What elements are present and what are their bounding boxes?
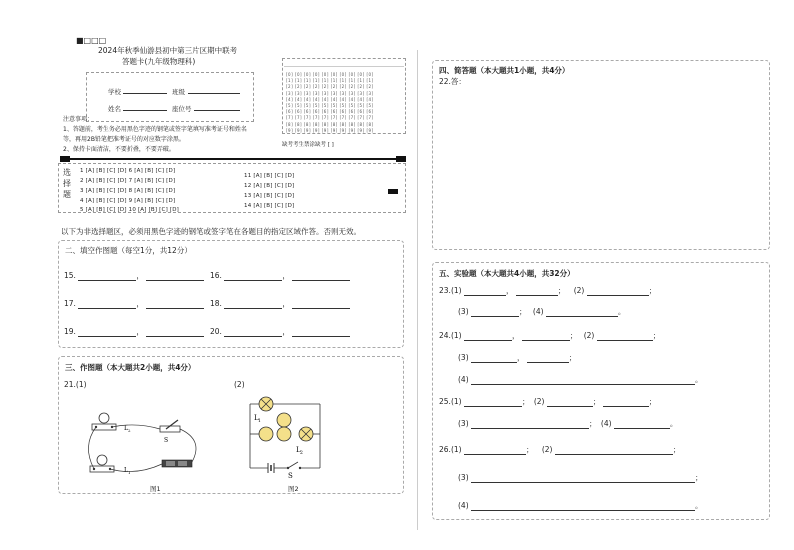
q17-number: 17. [64,299,76,308]
q17-row [64,298,204,309]
mc-label-2: 择 [63,179,71,188]
q25-part-2: (2) [533,397,545,406]
q26-part-2: (2) [541,445,553,454]
name-field[interactable] [123,103,167,111]
q25-blank-1[interactable] [464,399,522,407]
q24-sep: ； [568,353,577,362]
q19-comma: ， [136,327,144,336]
section-2-title: 二、填空作图题（每空1分，共12分） [65,246,192,255]
absent-label: 缺考考生禁涂缺考 [ ] [282,142,334,148]
q24-blank-4[interactable] [471,355,517,363]
mc-row[interactable]: 14 [A] [B] [C] [D] [244,203,295,209]
exam-number-row[interactable]: [0] [0] [0] [0] [0] [0] [0] [0] [0] [0] [286,72,374,77]
q23-blank-4[interactable] [471,309,519,317]
section-3-title: 三、作图题（本大题共2小题，共4分） [65,363,196,372]
timing-mark-right [396,156,406,162]
q24-sep: ； [652,331,661,340]
q24-part-2: (2) [583,331,595,340]
wire [180,429,196,462]
q24-part-4: (4) [458,375,469,384]
blank-circle [277,427,291,441]
switch-blade [288,462,298,468]
q23-sep: ； [648,286,657,295]
q23-end: 。 [617,307,626,316]
bulb-l2-icon [99,413,109,423]
q26-end: 。 [695,501,703,510]
q24-end: 。 [695,375,703,384]
q23-row-1 [439,285,656,296]
q25-sep: ； [648,397,657,406]
card-subtitle: 答题卡(九年级物理科) [122,57,196,66]
label-l2: L [296,446,301,454]
info-box [86,72,254,122]
q24-sep: ， [517,353,525,362]
label-l2: L [124,425,128,432]
q23-blank-5[interactable] [546,309,618,317]
timing-mark-mc [388,189,398,194]
q15-blank-2[interactable] [146,273,204,281]
q25-sep: ； [589,419,597,428]
q24-row-3 [458,374,703,385]
q26-sep: ； [672,445,681,454]
q23-sep: ； [557,286,566,295]
q16-blank-1[interactable] [224,273,282,281]
seat-label: 座位号 [172,105,192,113]
q25-sep: ； [592,397,601,406]
q25-number: 25. [439,397,451,406]
wire [112,425,160,429]
q17-blank-1[interactable] [78,301,136,309]
battery-cell [166,461,175,466]
q17-blank-2[interactable] [146,301,204,309]
q15-blank-1[interactable] [78,273,136,281]
q23-blank-3[interactable] [587,288,649,296]
exam-number-row[interactable]: [7] [7] [7] [7] [7] [7] [7] [7] [7] [7] [286,115,374,121]
name-label: 姓名 [108,105,121,113]
q25-sep: ； [521,397,530,406]
q23-blank-1[interactable] [464,288,506,296]
column-divider [417,50,418,530]
q26-part-1: (1) [450,445,462,454]
q24-number: 24. [439,331,451,340]
q25-row-2 [458,418,677,429]
q24-row-1 [439,330,660,341]
wire [110,464,162,472]
seat-field[interactable] [194,103,240,111]
mc-row[interactable]: 3 [A] [B] [C] [D] 8 [A] [B] [C] [D] [80,188,176,194]
mc-row[interactable]: 2 [A] [B] [C] [D] 7 [A] [B] [C] [D] [80,178,176,184]
q24-part-3: (3) [458,353,469,362]
q21-part2-label: (2) [234,380,245,389]
q24-blank-6[interactable] [471,377,695,385]
label-s: S [288,472,293,478]
q26-blank-4[interactable] [471,503,695,511]
q26-blank-3[interactable] [471,475,695,483]
q25-blank-5[interactable] [614,421,670,429]
q23-part-2: (2) [573,286,585,295]
q24-sep: ， [511,331,520,340]
exam-number-row[interactable]: [2] [2] [2] [2] [2] [2] [2] [2] [2] [2] [286,84,374,90]
q23-sep: ； [519,307,527,316]
label-l2-sub: 2 [300,451,303,456]
label-l1-sub: 1 [258,419,261,424]
switch-contact [299,467,301,469]
q20-blank-1[interactable] [224,329,282,337]
label-s: S [164,437,169,444]
q19-row [64,326,204,337]
note-2: 2、保持卡面清洁，不要折叠，不要弄破。 [63,146,175,153]
note-1: 1、答题前，考生务必用黑色字迹的钢笔或签字笔填写准考证号和姓名 [63,126,247,133]
q24-row-2 [458,352,576,363]
q22-label: 22.答： [439,77,466,86]
q26-blank-1[interactable] [464,447,526,455]
exam-title: 2024年秋季仙游县初中第三片区期中联考 [98,46,238,55]
q25-end: 。 [669,419,678,428]
exam-number-row[interactable]: [5] [5] [5] [5] [5] [5] [5] [5] [5] [5] [286,103,374,108]
exam-number-row[interactable]: [8] [8] [8] [8] [8] [8] [8] [8] [8] [8] [286,121,374,127]
q20-row [210,326,350,337]
wire [88,427,96,469]
q16-row [210,270,350,281]
section-5-title: 五、实验题（本大题共4小题，共32分） [439,269,575,278]
q25-row-1 [439,396,656,407]
exam-number-header [284,60,404,67]
q26-number: 26. [439,445,451,454]
q23-sep: ， [505,286,514,295]
divider-bar [70,158,398,160]
q18-row [210,298,350,309]
q16-number: 16. [210,271,222,280]
q15-number: 15. [64,271,76,280]
exam-number-row[interactable]: [4] [4] [4] [4] [4] [4] [4] [4] [4] [4] [286,96,374,102]
q20-blank-2[interactable] [292,329,350,337]
header-boxes: ■□□□ [76,36,107,45]
class-label: 班级 [172,88,185,96]
q25-blank-4[interactable] [471,421,589,429]
mc-label-1: 选 [63,168,71,177]
q23-row-2 [458,306,625,317]
mc-row[interactable]: 13 [A] [B] [C] [D] [244,193,295,199]
q15-comma: ， [136,271,144,280]
mc-row[interactable]: 1 [A] [B] [C] [D] 6 [A] [B] [C] [D] [80,168,176,174]
q26-sep: ； [695,473,703,482]
switch-base [160,426,180,432]
q24-part-1: (1) [450,331,462,340]
figure-2-circuit[interactable] [240,392,330,478]
exam-number-row[interactable]: [1] [1] [1] [1] [1] [1] [1] [1] [1] [1] [286,78,374,84]
class-field[interactable] [188,86,240,94]
instruction-text: 以下为非选择题区，必须用黑色字迹的钢笔或签字笔在各题目的指定区域作答。否则无效。 [61,227,361,236]
mc-label-3: 题 [63,190,71,199]
figure-2-caption: 图2 [288,485,299,493]
q18-blank-1[interactable] [224,301,282,309]
q25-blank-2[interactable] [547,399,593,407]
blank-circle [259,427,273,441]
school-label: 学校 [108,88,121,96]
mc-row[interactable]: 4 [A] [B] [C] [D] 9 [A] [B] [C] [D] [80,198,176,204]
q18-blank-2[interactable] [292,301,350,309]
q23-blank-2[interactable] [516,288,558,296]
mc-row[interactable]: 12 [A] [B] [C] [D] [244,183,295,189]
q26-sep: ； [525,445,534,454]
q20-comma: ， [282,327,290,336]
timing-mark-left [60,156,70,162]
section-4-title: 四、简答题（本大题共1小题，共4分） [439,66,570,75]
q26-row-2 [458,472,703,483]
q23-part-1: (1) [450,286,462,295]
q18-number: 18. [210,299,222,308]
label-l2-sub: 2 [128,428,131,433]
q16-blank-2[interactable] [292,273,350,281]
exam-number-row[interactable]: [3] [3] [3] [3] [3] [3] [3] [3] [3] [3] [286,90,374,96]
q26-part-3: (3) [458,473,469,482]
mc-row[interactable]: 11 [A] [B] [C] [D] [244,173,295,179]
q26-row-3 [458,500,703,511]
q15-row [64,270,204,281]
q19-number: 19. [64,327,76,336]
q24-blank-3[interactable] [597,333,653,341]
q24-sep: ； [569,331,578,340]
mc-row[interactable]: 5 [A] [B] [C] [D] 10 [A] [B] [C] [D] [80,207,179,213]
q17-comma: ， [136,299,144,308]
q25-part-4: (4) [600,419,612,428]
q20-number: 20. [210,327,222,336]
q24-blank-1[interactable] [464,333,512,341]
q26-blank-2[interactable] [555,447,673,455]
notes-title: 注意事项： [63,116,94,123]
q16-comma: ， [282,271,290,280]
bulb-l1-icon [97,455,107,465]
q19-blank-1[interactable] [78,329,136,337]
q23-number: 23. [439,286,451,295]
note-1b: 等，再用2B铅笔把准考证号的对应数字涂黑。 [63,136,185,143]
exam-number-row[interactable]: [9] [9] [9] [9] [9] [9] [9] [9] [9] [9] [286,127,374,133]
q26-part-4: (4) [458,501,469,510]
q24-blank-2[interactable] [522,333,570,341]
figure-1-caption: 图1 [150,485,161,493]
q23-part-3: (3) [458,307,469,316]
label-l1-sub: 1 [128,470,131,475]
q22-answer-area[interactable] [460,90,760,240]
q23-part-4: (4) [532,307,544,316]
q25-part-3: (3) [458,419,469,428]
school-field[interactable] [123,86,167,94]
exam-number-row[interactable]: [6] [6] [6] [6] [6] [6] [6] [6] [6] [6] [286,109,374,115]
blank-circle [277,413,291,427]
q25-part-1: (1) [450,397,462,406]
q18-comma: ， [282,299,290,308]
q26-row-1 [439,444,680,455]
figure-1-circuit[interactable] [80,400,210,482]
q19-blank-2[interactable] [146,329,204,337]
q25-blank-3[interactable] [603,399,649,407]
q21-label: 21.(1) [64,380,87,389]
label-l1: L [124,467,128,474]
battery-cell [178,461,187,466]
label-l1: L [254,414,259,422]
q24-blank-5[interactable] [527,355,569,363]
